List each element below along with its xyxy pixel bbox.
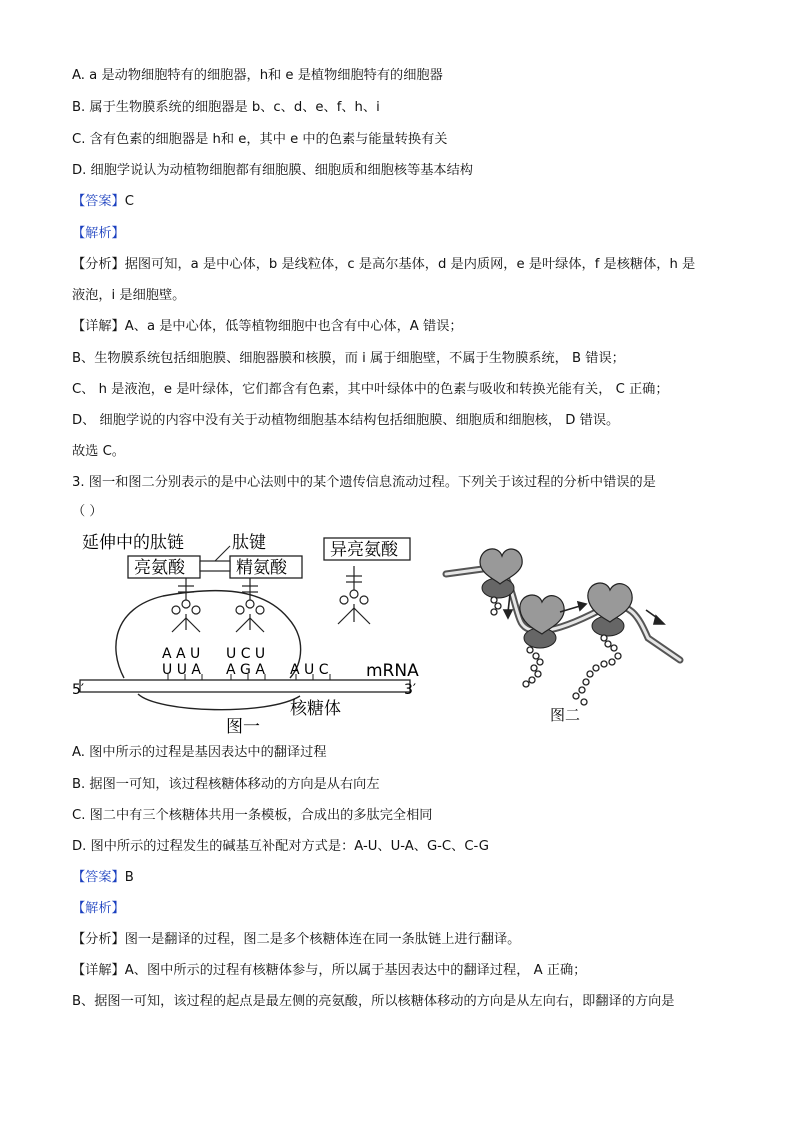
question-3-bracket: （ ）: [72, 504, 103, 519]
detail-b: B、据图一可知，该过程的起点是最左侧的亮氨酸，所以核糖体移动的方向是从左向右，即翻译的方向是: [72, 994, 675, 1009]
option-a-prev: A. a 是动物细胞特有的细胞器，h和 e 是植物细胞特有的细胞器: [72, 68, 443, 83]
analysis-header: 【解析】: [72, 901, 125, 916]
detail-prev-a: 【详解】A、a 是中心体，低等植物细胞中也含有中心体，A 错误；: [72, 319, 463, 334]
codon-1: U U A: [162, 662, 201, 678]
analysis-prev-cont: 液泡，i 是细胞壁。: [72, 288, 186, 303]
bond-label: 肽键: [232, 533, 266, 553]
analysis-prev: 【分析】据图可知，a 是中心体，b 是线粒体，c 是高尔基体，d 是内质网，e 是叶绿体，f 是核糖体，h 是: [72, 257, 696, 272]
conclusion-prev: 故选 C。: [72, 444, 125, 459]
answer: 【答案】B: [72, 870, 134, 885]
analysis-header-prev: 【解析】: [72, 226, 125, 241]
anticodon-2: U C U: [226, 646, 266, 662]
ribosome-label: 核糖体: [290, 699, 341, 719]
figure-1: [68, 528, 438, 738]
codon-2: A G A: [226, 662, 265, 678]
question-3: 3. 图一和图二分别表示的是中心法则中的某个遗传信息流动过程。下列关于该过程的分析中错误的是: [72, 475, 656, 490]
three-prime: 3′: [404, 682, 417, 698]
peptide-label: 延伸中的肽链: [82, 533, 184, 553]
option-b: B. 据图一可知，该过程核糖体移动的方向是从右向左: [72, 777, 380, 792]
figure-2-caption: 图二: [550, 706, 581, 724]
option-a: A. 图中所示的过程是基因表达中的翻译过程: [72, 745, 327, 760]
isoleucine-label: 异亮氨酸: [330, 540, 398, 560]
option-c-prev: C. 含有色素的细胞器是 h和 e，其中 e 中的色素与能量转换有关: [72, 132, 448, 147]
figure-2: [440, 540, 690, 730]
option-b-prev: B. 属于生物膜系统的细胞器是 b、c、d、e、f、h、i: [72, 100, 380, 115]
answer-prev: 【答案】C: [72, 194, 134, 209]
option-c: C. 图二中有三个核糖体共用一条模板，合成出的多肽完全相同: [72, 808, 433, 823]
mrna-label: mRNA: [366, 661, 419, 681]
detail-prev-b: B、生物膜系统包括细胞膜、细胞器膜和核膜，而 i 属于细胞壁，不属于生物膜系统， B 错误；: [72, 351, 625, 366]
detail-a: 【详解】A、图中所示的过程有核糖体参与，所以属于基因表达中的翻译过程， A 正确；: [72, 963, 587, 978]
arginine-label: 精氨酸: [236, 558, 287, 578]
option-d: D. 图中所示的过程发生的碱基互补配对方式是：A-U、U-A、G-C、C-G: [72, 839, 489, 854]
anticodon-1: A A U: [162, 646, 201, 662]
five-prime: 5′: [72, 682, 85, 698]
figure-1-caption: 图一: [226, 717, 260, 737]
option-d-prev: D. 细胞学说认为动植物细胞都有细胞膜、细胞质和细胞核等基本结构: [72, 163, 473, 178]
detail-prev-d: D、 细胞学说的内容中没有关于动植物细胞基本结构包括细胞膜、细胞质和细胞核， D 错误。: [72, 413, 620, 428]
codon-3: A U C: [290, 662, 329, 678]
detail-prev-c: C、 h 是液泡，e 是叶绿体，它们都含有色素，其中叶绿体中的色素与吸收和转换光能有关， C 正确；: [72, 382, 669, 397]
leucine-label: 亮氨酸: [134, 558, 185, 578]
analysis: 【分析】图一是翻译的过程，图二是多个核糖体连在同一条肽链上进行翻译。: [72, 932, 521, 947]
